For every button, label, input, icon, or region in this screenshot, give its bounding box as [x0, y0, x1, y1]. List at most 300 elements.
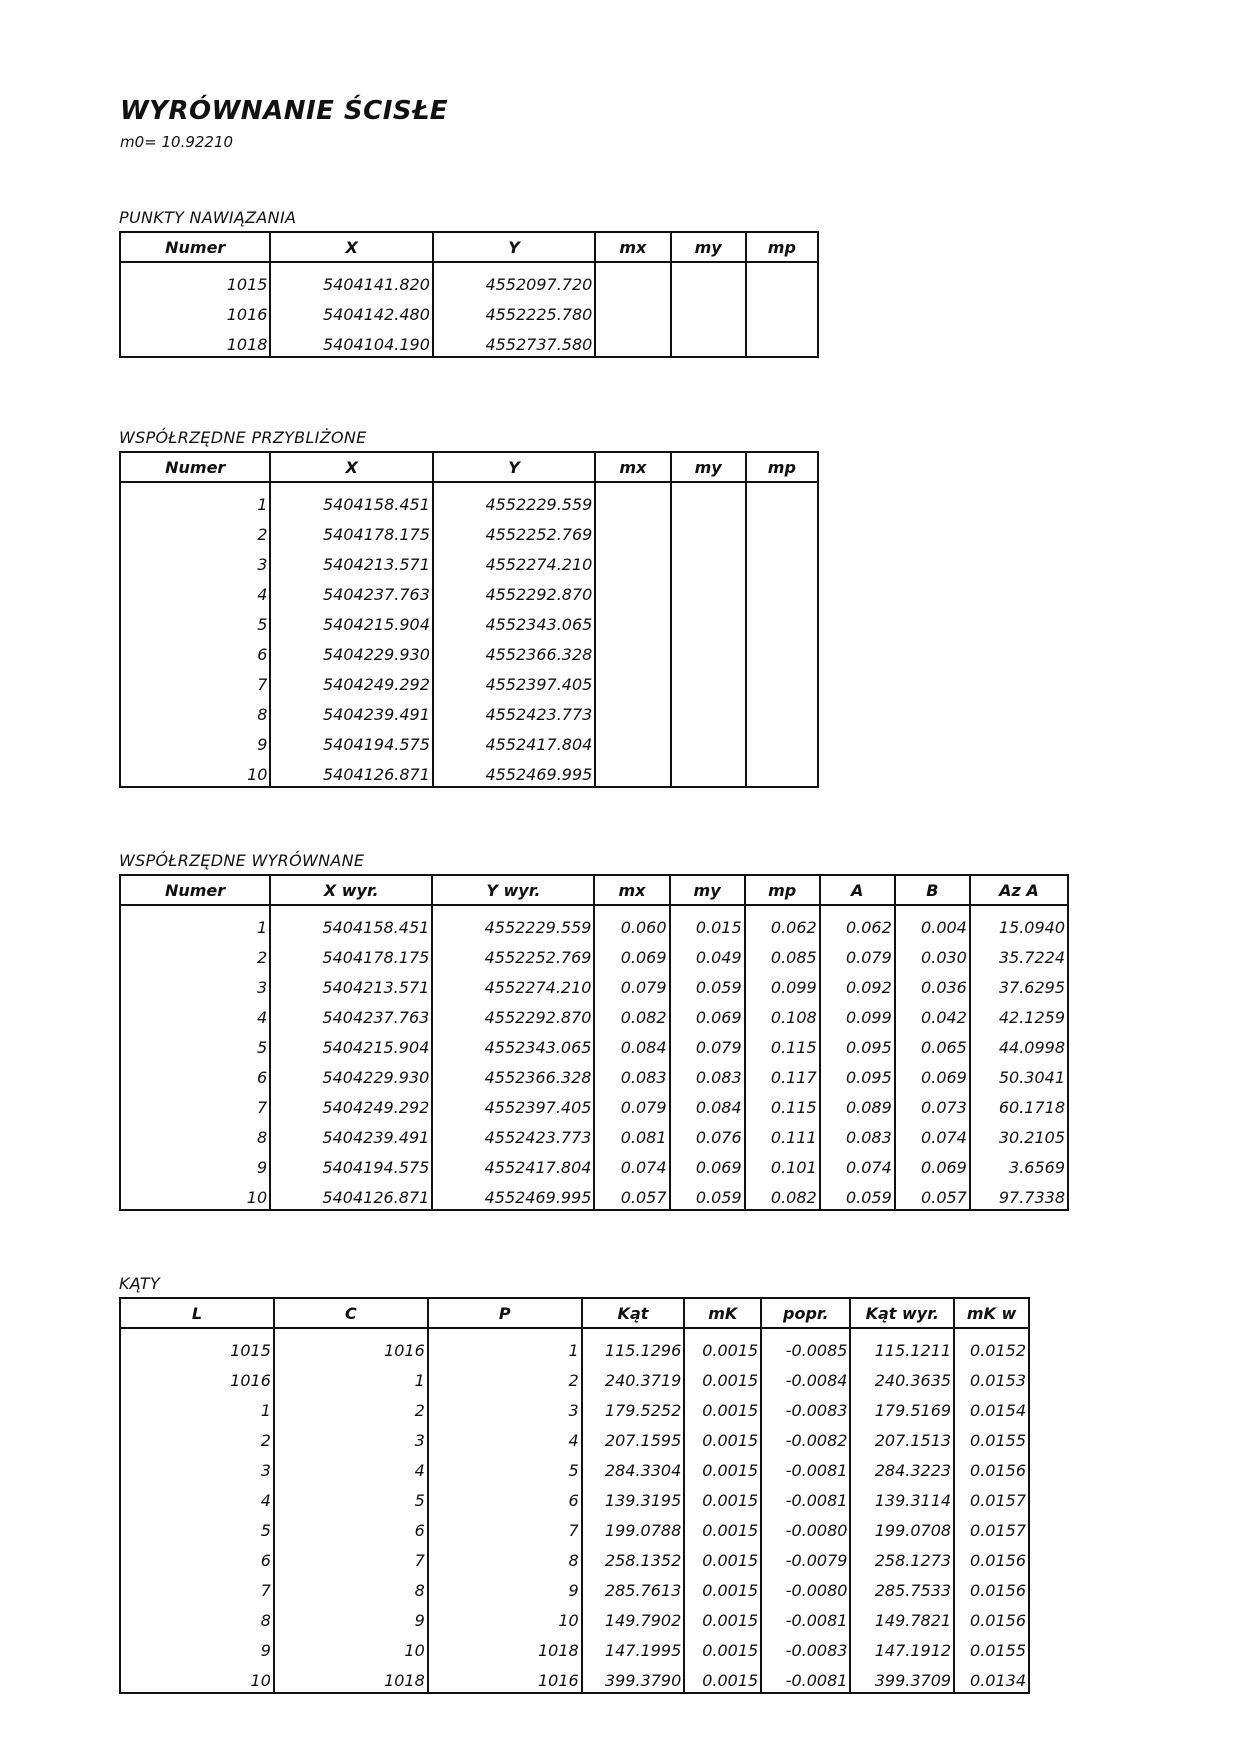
table-row: [120, 325, 818, 357]
table-cell: 5404194.575: [270, 725, 432, 755]
table-cell: [671, 695, 746, 725]
table-cell: 4552274.210: [432, 968, 594, 998]
table-cell: 0.069: [594, 938, 669, 968]
punkty-column-header: Numer: [120, 232, 270, 262]
table-cell: [671, 515, 746, 545]
table-cell: 6: [274, 1511, 428, 1541]
table-row: [120, 1451, 1029, 1481]
table-cell: [746, 635, 818, 665]
wyrownane-column-header: A: [820, 875, 895, 905]
table-cell: 1: [428, 1328, 582, 1361]
table-cell: 199.0788: [582, 1511, 685, 1541]
table-cell: 8: [428, 1541, 582, 1571]
table-cell: 0.074: [820, 1148, 895, 1178]
table-cell: 44.0998: [970, 1028, 1068, 1058]
table-row: [120, 545, 818, 575]
table-cell: [595, 262, 670, 295]
table-cell: 0.059: [820, 1178, 895, 1210]
table-cell: 0.0015: [684, 1511, 761, 1541]
table-cell: 1: [120, 1391, 274, 1421]
table-cell: 7: [274, 1541, 428, 1571]
table-cell: 2: [120, 938, 270, 968]
table-cell: 0.0134: [954, 1661, 1029, 1693]
table-cell: 5404104.190: [270, 325, 432, 357]
table-cell: 199.0708: [850, 1511, 954, 1541]
wyrownane-table: [119, 874, 1069, 1211]
table-cell: 9: [120, 725, 270, 755]
table-cell: 0.030: [895, 938, 970, 968]
table-cell: 4552292.870: [432, 998, 594, 1028]
table-cell: -0.0084: [761, 1361, 850, 1391]
table-row: [120, 1178, 1068, 1210]
table-cell: 5: [428, 1451, 582, 1481]
table-cell: 5: [274, 1481, 428, 1511]
table-cell: 0.099: [820, 998, 895, 1028]
table-cell: 4552417.804: [433, 725, 595, 755]
table-cell: 0.074: [895, 1118, 970, 1148]
table-cell: [671, 295, 746, 325]
table-cell: [671, 262, 746, 295]
table-cell: 5404178.175: [270, 515, 432, 545]
table-cell: 6: [120, 1058, 270, 1088]
table-cell: 3: [120, 545, 270, 575]
table-cell: [746, 482, 818, 515]
table-cell: [746, 605, 818, 635]
table-cell: 3.6569: [970, 1148, 1068, 1178]
table-cell: 4552292.870: [433, 575, 595, 605]
table-cell: -0.0081: [761, 1451, 850, 1481]
table-row: [120, 695, 818, 725]
table-cell: -0.0081: [761, 1601, 850, 1631]
table-row: [120, 1631, 1029, 1661]
table-cell: 4552469.995: [432, 1178, 594, 1210]
table-cell: 0.0153: [954, 1361, 1029, 1391]
table-cell: 4552397.405: [432, 1088, 594, 1118]
table-row: [120, 1571, 1029, 1601]
table-cell: 42.1259: [970, 998, 1068, 1028]
table-cell: 0.079: [670, 1028, 745, 1058]
przyblizone-caption: WSPÓŁRZĘDNE PRZYBLIŻONE: [119, 428, 367, 447]
table-cell: 5404239.491: [270, 1118, 432, 1148]
table-cell: 5404126.871: [270, 755, 432, 787]
table-cell: [595, 605, 670, 635]
table-cell: [746, 515, 818, 545]
przyblizone-header-row: [120, 452, 818, 482]
table-cell: 4552097.720: [433, 262, 595, 295]
table-cell: 149.7821: [850, 1601, 954, 1631]
table-cell: 2: [274, 1391, 428, 1421]
table-cell: 8: [274, 1571, 428, 1601]
table-cell: 10: [120, 1178, 270, 1210]
table-cell: 0.0156: [954, 1451, 1029, 1481]
table-cell: 147.1912: [850, 1631, 954, 1661]
table-row: [120, 1391, 1029, 1421]
table-cell: -0.0079: [761, 1541, 850, 1571]
table-cell: 5404141.820: [270, 262, 432, 295]
table-cell: 60.1718: [970, 1088, 1068, 1118]
table-cell: 0.057: [895, 1178, 970, 1210]
table-cell: 0.0015: [684, 1328, 761, 1361]
table-row: [120, 262, 818, 295]
table-cell: 0.0157: [954, 1511, 1029, 1541]
table-cell: 5404237.763: [270, 575, 432, 605]
table-cell: [671, 575, 746, 605]
table-cell: 15.0940: [970, 905, 1068, 938]
table-cell: 0.0015: [684, 1601, 761, 1631]
table-cell: [595, 575, 670, 605]
table-cell: 8: [120, 1118, 270, 1148]
table-row: [120, 1541, 1029, 1571]
table-cell: 1: [274, 1361, 428, 1391]
table-cell: 0.065: [895, 1028, 970, 1058]
table-cell: 4552469.995: [433, 755, 595, 787]
table-cell: [746, 545, 818, 575]
table-cell: 0.099: [745, 968, 820, 998]
table-cell: 0.057: [594, 1178, 669, 1210]
table-cell: 4: [120, 1481, 274, 1511]
table-cell: 6: [120, 635, 270, 665]
table-cell: 5404126.871: [270, 1178, 432, 1210]
katy-column-header: L: [120, 1298, 274, 1328]
wyrownane-column-header: my: [670, 875, 745, 905]
katy-table: [119, 1297, 1030, 1694]
table-cell: 4552423.773: [433, 695, 595, 725]
table-cell: 0.084: [670, 1088, 745, 1118]
table-cell: 5404237.763: [270, 998, 432, 1028]
table-cell: 2: [120, 1421, 274, 1451]
table-cell: 0.0155: [954, 1421, 1029, 1451]
table-row: [120, 1511, 1029, 1541]
table-cell: 139.3114: [850, 1481, 954, 1511]
table-cell: 1016: [274, 1328, 428, 1361]
table-cell: 2: [428, 1361, 582, 1391]
table-cell: 0.083: [594, 1058, 669, 1088]
table-cell: [671, 635, 746, 665]
table-cell: [595, 725, 670, 755]
table-cell: 4552252.769: [432, 938, 594, 968]
table-cell: [746, 575, 818, 605]
table-cell: 0.0015: [684, 1571, 761, 1601]
table-cell: 1018: [428, 1631, 582, 1661]
table-cell: 0.085: [745, 938, 820, 968]
table-cell: 5404249.292: [270, 665, 432, 695]
punkty-column-header: Y: [433, 232, 595, 262]
wyrownane-column-header: B: [895, 875, 970, 905]
table-cell: 0.060: [594, 905, 669, 938]
punkty-header-row: [120, 232, 818, 262]
table-cell: 10: [120, 755, 270, 787]
przyblizone-column-header: mp: [746, 452, 818, 482]
table-cell: 5404215.904: [270, 1028, 432, 1058]
table-cell: 240.3719: [582, 1361, 685, 1391]
table-cell: 0.0015: [684, 1421, 761, 1451]
punkty-column-header: mp: [746, 232, 818, 262]
punkty-column-header: mx: [595, 232, 670, 262]
table-cell: -0.0080: [761, 1511, 850, 1541]
table-cell: 0.015: [670, 905, 745, 938]
table-row: [120, 1421, 1029, 1451]
table-cell: 0.082: [745, 1178, 820, 1210]
table-cell: 3: [274, 1421, 428, 1451]
table-cell: 0.089: [820, 1088, 895, 1118]
table-row: [120, 1028, 1068, 1058]
table-cell: 0.079: [594, 1088, 669, 1118]
table-cell: 285.7533: [850, 1571, 954, 1601]
table-cell: 179.5169: [850, 1391, 954, 1421]
table-cell: 4552225.780: [433, 295, 595, 325]
table-cell: 0.0015: [684, 1391, 761, 1421]
table-cell: 0.083: [670, 1058, 745, 1088]
table-cell: 2: [120, 515, 270, 545]
punkty-caption: PUNKTY NAWIĄZANIA: [119, 208, 297, 227]
table-cell: 0.0015: [684, 1451, 761, 1481]
table-row: [120, 1118, 1068, 1148]
table-cell: 5404158.451: [270, 482, 432, 515]
table-cell: 0.084: [594, 1028, 669, 1058]
table-cell: 4552366.328: [432, 1058, 594, 1088]
przyblizone-column-header: X: [270, 452, 432, 482]
table-cell: 0.069: [895, 1058, 970, 1088]
katy-column-header: P: [428, 1298, 582, 1328]
table-cell: 0.0156: [954, 1541, 1029, 1571]
table-cell: 147.1995: [582, 1631, 685, 1661]
table-cell: 0.074: [594, 1148, 669, 1178]
table-cell: 1018: [120, 325, 270, 357]
table-cell: 0.049: [670, 938, 745, 968]
table-cell: [746, 262, 818, 295]
table-row: [120, 575, 818, 605]
katy-column-header: C: [274, 1298, 428, 1328]
table-cell: 7: [120, 1571, 274, 1601]
table-cell: 0.042: [895, 998, 970, 1028]
table-row: [120, 998, 1068, 1028]
table-row: [120, 1661, 1029, 1693]
table-cell: -0.0083: [761, 1391, 850, 1421]
table-cell: 4: [120, 575, 270, 605]
table-cell: 7: [120, 665, 270, 695]
table-cell: 9: [274, 1601, 428, 1631]
table-cell: 0.095: [820, 1058, 895, 1088]
table-row: [120, 605, 818, 635]
table-cell: -0.0080: [761, 1571, 850, 1601]
table-cell: [595, 695, 670, 725]
m0-value: m0= 10.92210: [120, 133, 234, 151]
table-cell: [746, 325, 818, 357]
table-cell: 4552343.065: [433, 605, 595, 635]
table-cell: 8: [120, 1601, 274, 1631]
table-cell: [671, 755, 746, 787]
table-cell: 4: [274, 1451, 428, 1481]
table-cell: 0.059: [670, 968, 745, 998]
table-cell: 37.6295: [970, 968, 1068, 998]
document-title: WYRÓWNANIE ŚCISŁE: [120, 96, 449, 126]
table-cell: 1018: [274, 1661, 428, 1693]
table-cell: [746, 695, 818, 725]
table-cell: [671, 605, 746, 635]
table-cell: 0.117: [745, 1058, 820, 1088]
table-cell: [671, 725, 746, 755]
table-cell: [595, 295, 670, 325]
table-cell: 5: [120, 1028, 270, 1058]
table-cell: 399.3709: [850, 1661, 954, 1693]
table-cell: 240.3635: [850, 1361, 954, 1391]
table-cell: [595, 482, 670, 515]
table-cell: 0.0156: [954, 1571, 1029, 1601]
punkty-table: [119, 231, 819, 358]
wyrownane-caption: WSPÓŁRZĘDNE WYRÓWNANE: [119, 851, 365, 870]
table-cell: 10: [120, 1661, 274, 1693]
table-cell: 5404142.480: [270, 295, 432, 325]
table-cell: 4: [120, 998, 270, 1028]
table-cell: -0.0083: [761, 1631, 850, 1661]
table-cell: [671, 325, 746, 357]
table-cell: 4552252.769: [433, 515, 595, 545]
table-cell: 4552423.773: [432, 1118, 594, 1148]
table-cell: 0.101: [745, 1148, 820, 1178]
table-row: [120, 482, 818, 515]
table-cell: [595, 325, 670, 357]
table-row: [120, 938, 1068, 968]
table-cell: 0.004: [895, 905, 970, 938]
table-cell: -0.0082: [761, 1421, 850, 1451]
table-cell: 207.1595: [582, 1421, 685, 1451]
table-cell: 149.7902: [582, 1601, 685, 1631]
table-cell: 6: [428, 1481, 582, 1511]
table-cell: 0.082: [594, 998, 669, 1028]
table-cell: 5404194.575: [270, 1148, 432, 1178]
table-cell: 0.108: [745, 998, 820, 1028]
wyrownane-column-header: X wyr.: [270, 875, 432, 905]
punkty-column-header: X: [270, 232, 432, 262]
katy-caption: KĄTY: [119, 1274, 161, 1293]
table-cell: 0.111: [745, 1118, 820, 1148]
table-cell: 0.062: [820, 905, 895, 938]
table-cell: 0.0015: [684, 1661, 761, 1693]
table-cell: 0.0152: [954, 1328, 1029, 1361]
table-cell: 3: [120, 968, 270, 998]
table-cell: 4552229.559: [433, 482, 595, 515]
table-cell: 50.3041: [970, 1058, 1068, 1088]
table-cell: 0.095: [820, 1028, 895, 1058]
table-cell: 4552343.065: [432, 1028, 594, 1058]
table-cell: 115.1211: [850, 1328, 954, 1361]
table-row: [120, 968, 1068, 998]
table-cell: 10: [274, 1631, 428, 1661]
table-cell: [671, 665, 746, 695]
table-row: [120, 515, 818, 545]
table-cell: 115.1296: [582, 1328, 685, 1361]
table-cell: 0.069: [670, 998, 745, 1028]
table-cell: 7: [428, 1511, 582, 1541]
table-cell: 10: [428, 1601, 582, 1631]
table-cell: 1016: [120, 295, 270, 325]
table-cell: [595, 665, 670, 695]
table-cell: 284.3223: [850, 1451, 954, 1481]
przyblizone-column-header: Y: [433, 452, 595, 482]
table-row: [120, 1601, 1029, 1631]
table-cell: 1: [120, 482, 270, 515]
table-row: [120, 725, 818, 755]
przyblizone-table: [119, 451, 819, 788]
wyrownane-column-header: Numer: [120, 875, 270, 905]
table-row: [120, 1058, 1068, 1088]
table-cell: 9: [428, 1571, 582, 1601]
table-cell: 4552397.405: [433, 665, 595, 695]
table-cell: 5404213.571: [270, 545, 432, 575]
table-cell: 258.1273: [850, 1541, 954, 1571]
table-cell: -0.0081: [761, 1481, 850, 1511]
table-cell: 0.069: [895, 1148, 970, 1178]
table-row: [120, 1328, 1029, 1361]
wyrownane-header-row: [120, 875, 1068, 905]
table-cell: 4552737.580: [433, 325, 595, 357]
przyblizone-column-header: my: [671, 452, 746, 482]
table-cell: 5404239.491: [270, 695, 432, 725]
table-cell: 0.0156: [954, 1601, 1029, 1631]
table-cell: 1015: [120, 1328, 274, 1361]
table-cell: 5: [120, 605, 270, 635]
table-cell: 1015: [120, 262, 270, 295]
table-cell: 5404229.930: [270, 635, 432, 665]
table-cell: [746, 665, 818, 695]
table-row: [120, 1481, 1029, 1511]
table-cell: 179.5252: [582, 1391, 685, 1421]
table-row: [120, 295, 818, 325]
wyrownane-column-header: Y wyr.: [432, 875, 594, 905]
table-row: [120, 1088, 1068, 1118]
table-cell: 139.3195: [582, 1481, 685, 1511]
table-cell: 5404249.292: [270, 1088, 432, 1118]
table-cell: [671, 482, 746, 515]
table-cell: 0.079: [594, 968, 669, 998]
table-cell: 0.0015: [684, 1481, 761, 1511]
table-cell: 1016: [428, 1661, 582, 1693]
table-cell: 4552366.328: [433, 635, 595, 665]
table-cell: 9: [120, 1631, 274, 1661]
table-cell: 0.062: [745, 905, 820, 938]
table-cell: 207.1513: [850, 1421, 954, 1451]
table-cell: [595, 515, 670, 545]
table-cell: 399.3790: [582, 1661, 685, 1693]
przyblizone-column-header: Numer: [120, 452, 270, 482]
table-cell: 4: [428, 1421, 582, 1451]
table-cell: 1: [120, 905, 270, 938]
table-cell: 0.081: [594, 1118, 669, 1148]
katy-header-row: [120, 1298, 1029, 1328]
wyrownane-column-header: Az A: [970, 875, 1068, 905]
table-cell: 7: [120, 1088, 270, 1118]
table-cell: 5404215.904: [270, 605, 432, 635]
table-row: [120, 905, 1068, 938]
wyrownane-column-header: mx: [594, 875, 669, 905]
table-cell: 0.0157: [954, 1481, 1029, 1511]
table-cell: 3: [120, 1451, 274, 1481]
table-cell: [746, 295, 818, 325]
table-cell: 5404158.451: [270, 905, 432, 938]
table-cell: [671, 545, 746, 575]
table-row: [120, 1148, 1068, 1178]
katy-column-header: popr.: [761, 1298, 850, 1328]
katy-column-header: Kąt wyr.: [850, 1298, 954, 1328]
table-cell: 285.7613: [582, 1571, 685, 1601]
wyrownane-column-header: mp: [745, 875, 820, 905]
table-cell: 0.036: [895, 968, 970, 998]
table-cell: 5404178.175: [270, 938, 432, 968]
katy-column-header: Kąt: [582, 1298, 685, 1328]
przyblizone-column-header: mx: [595, 452, 670, 482]
table-cell: 284.3304: [582, 1451, 685, 1481]
table-cell: [746, 725, 818, 755]
